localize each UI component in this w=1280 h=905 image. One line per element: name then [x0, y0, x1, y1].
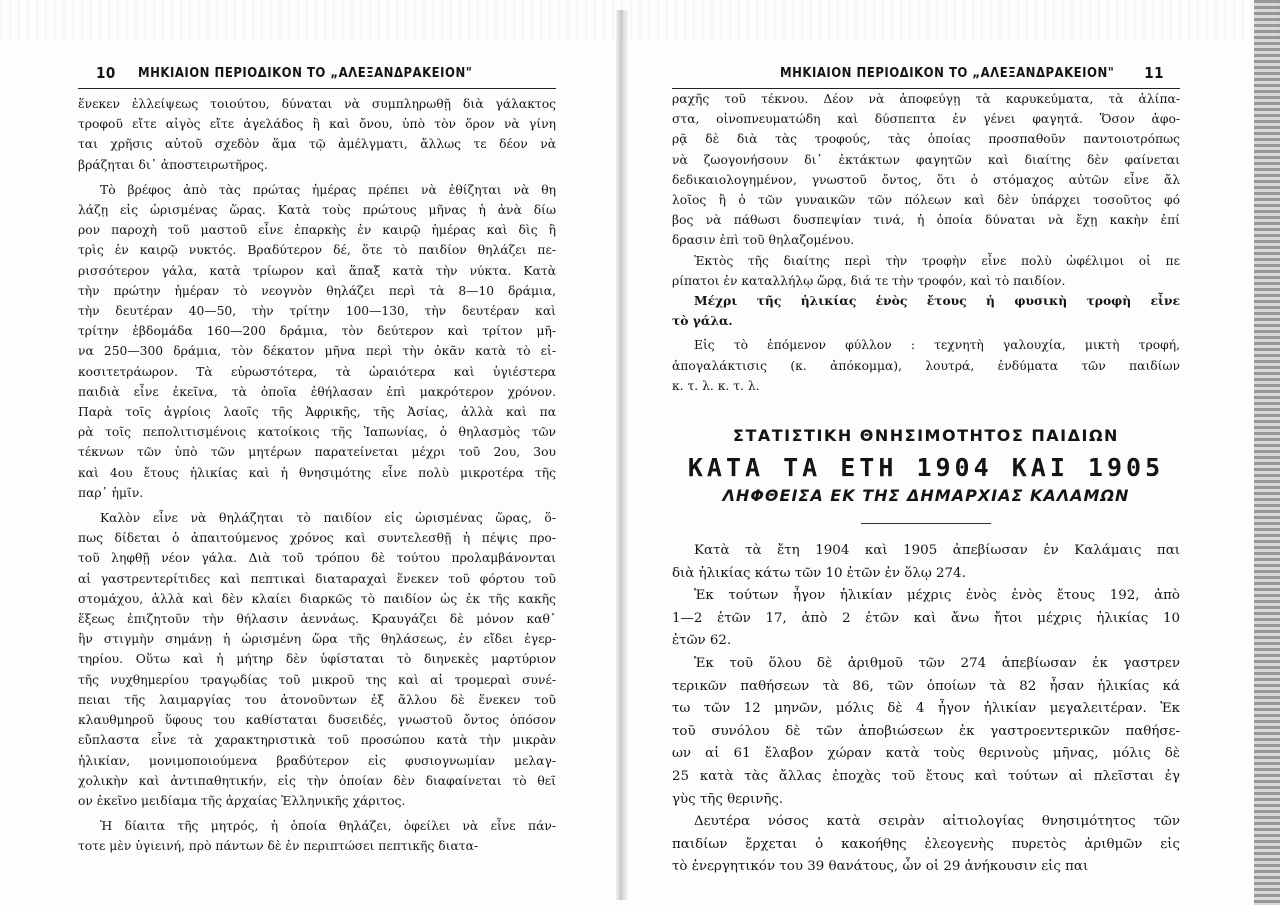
left-body [78, 94, 556, 857]
text-line: Εἰς τὸ ἑπόμενον φύλλον : τεχνητὴ γαλουχία, μικτὴ τροφή, [694, 338, 1180, 353]
book-gutter [616, 10, 628, 900]
right-page [672, 58, 1180, 879]
text-line: κ. τ. λ. κ. τ. λ. [672, 378, 760, 393]
text-line: Ἐκ τούτων ἦγον ἡλικίαν μέχρις ἑνὸς ἑνὸς ἔτους 192, ἀπὸ [694, 588, 1180, 604]
text-line: ρᾷ δὲ διὰ τὰς τροφούς, τὰς ὁποίας προσπαθοῦν παντοιοτρόπως [672, 132, 1180, 147]
text-line: 1—2 ἐτῶν 17, ἀπὸ 2 ἐτῶν καὶ ἄνω ἤτοι μέχρις ἡλικίας 10 [672, 610, 1180, 626]
text-line: τέκνων τῶν ὑπὸ τῶν μητέρων παρατείνεται μέχρι τοῦ 2ου, 3ου [78, 445, 556, 460]
statistics-heading [672, 426, 1180, 524]
text-line: Τὸ βρέφος ἀπὸ τὰς πρώτας ἡμέρας πρέπει νὰ ἐθίζηται νὰ θη [100, 182, 556, 197]
text-line: Ἡ δίαιτα τῆς μητρός, ἡ ὁποία θηλάζει, ὀφείλει νὰ εἶνε πάν- [100, 819, 556, 834]
text-line: τῆς νυχθημερίου τραγῳδίας τοῦ μικροῦ της καὶ αἱ τρομεραὶ συνέ- [78, 672, 556, 687]
text-line: γὺς τῆς θερινῆς. [672, 791, 784, 807]
text-line: δεδικαιολογημένον, γνωστοῦ ὄντος, ὅτι ὁ στόμαχος αὐτῶν εἶνε ἄλ [672, 172, 1180, 187]
text-line: τὸ ἐνεργητικόν του 39 θανάτους, ὧν οἱ 29 ἀνήκουσιν εἰς παι [672, 859, 1089, 875]
text-line: ρὰ τοῖς πεπολιτισμένοις κατοίκοις τῆς Ἰαπωνίας, ὁ θηλασμὸς τῶν [78, 425, 556, 440]
paragraph [78, 94, 556, 175]
text-line: λάζῃ εἰς ὡρισμένας ὥρας. Κατὰ τοὺς πρώτους μῆνας ἡ ἀνὰ δίω [78, 203, 556, 218]
text-line: τηρίου. Οὕτω καὶ ἡ μήτηρ δὲν ὑφίσταται τὸ διηνεκὲς μαρτύριον [78, 652, 556, 667]
heading-line-2: ΚΑΤΑ ΤΑ ΕΤΗ 1904 ΚΑΙ 1905 [687, 453, 1165, 483]
text-line: τὴν πρώτην ἡμέραν τὸ νεογνὸν θηλάζει περὶ τὰ 8—10 δράμια, [78, 283, 556, 298]
text-line: Κατὰ τὰ ἔτη 1904 καὶ 1905 ἀπεβίωσαν ἐν Καλάμαις παι [694, 543, 1180, 559]
text-line: τρίτην ἑβδομάδα 160—200 δράμια, τὸν δεύτερον καὶ τρίτον μῆ- [78, 324, 556, 339]
text-line: Δευτέρα νόσος κατὰ σειρὰν αἰτιολογίας θνησιμότητος τῶν [694, 814, 1180, 830]
text-line: ρισσότερον γάλα, κατὰ τρίωρον καὶ ἅπαξ κατὰ τὴν νύκτα. Κατὰ [78, 263, 556, 278]
text-line: ον ἐκεῖνο μειδίαμα τῆς ἀρχαίας Ἑλληνικῆς χάριτος. [78, 793, 406, 808]
paragraph [78, 508, 556, 811]
text-line: δρασιν ἐπὶ τοῦ θηλαζομένου. [672, 233, 855, 248]
paragraph [78, 816, 556, 856]
page-number: 11 [1144, 64, 1164, 82]
text-line: νὰ ζωογονήσουν δι᾽ ἐκτάκτων φαγητῶν καὶ διαίτης δὲν φαίνεται [672, 152, 1180, 167]
text-line: αἱ γαστρεντερίτιδες καὶ πεπτικαὶ διαταραχαὶ ἕνεκεν τοῦ φόρτου τοῦ [78, 571, 556, 586]
paragraph [672, 89, 1180, 251]
text-line: ἣν στιγμὴν σημάνῃ ἡ ὡρισμένη ὥρα τῆς θηλάσεως, ἐν εἴδει ἐγερ- [78, 632, 556, 647]
text-line: ρίπατοι ἐν καταλλήλῳ ὥρᾳ, διά τε τὴν τροφόν, καὶ τὸ παιδίον. [672, 273, 1066, 288]
text-line: Παρὰ τοῖς ἀγρίοις λαοῖς τῆς Ἀφρικῆς, τῆς Ἀσίας, ἀλλὰ καὶ πα [78, 405, 556, 420]
text-line: εὔπλαστα εἶνε τὰ χαρακτηριστικὰ τοῦ προσώπου κατὰ τὴν μικρὰν [78, 733, 556, 748]
text-line: τὴν δευτέραν 40—50, τὴν τρίτην 100—130, τὴν δευτέραν καὶ [78, 304, 556, 319]
text-line: παιδίων ἔρχεται ὁ κακοήθης ἐλεογενὴς πυρετὸς ἀριθμῶν εἰς [672, 836, 1180, 852]
text-line: ἕξεως ἐπιζητοῦν τὴν θήλασιν ἀεννάως. Κραυγάζει δὲ μόνον καθ᾽ [78, 612, 556, 627]
running-head [672, 58, 1180, 89]
text-line: χολικὴν καὶ ἀντιπαθητικήν, εἰς τὴν ὁποίαν δὲν διαφαίνεται τὸ θεῖ [78, 773, 556, 788]
next-issue-note [672, 335, 1180, 396]
text-line: ἡλικίαν, μονιμοποιούμενα βραδύτερον εἰς φυσιογνωμίαν μελαγ- [78, 753, 556, 768]
text-line: ων αἱ 61 ἔλαβον χώραν κατὰ τοὺς θερινοὺς μῆνας, μόλις δὲ [672, 746, 1180, 762]
text-line: πως δίδεται ὁ ἀπαιτούμενος χρόνος καὶ συντελεσθῇ ἡ πέψις προ- [78, 531, 556, 546]
text-line: κοσιτετράωρον. Τὰ εὐρωστότερα, τὰ ὡραιότερα καὶ ὑγιέστερα [78, 364, 556, 379]
text-line: τροφοῦ εἴτε αἰγὸς εἴτε ἀγελάδος ἢ καὶ ὄνου, ὑπὸ τὸν ὅρον νὰ γίνη [78, 117, 556, 132]
running-title: ΜΗΚΙΑΙΟΝ ΠΕΡΙΟΔΙΚΟΝ ΤΟ „ΑΛΕΞΑΝΔΡΑΚΕΙΟΝ" [780, 66, 1115, 81]
text-line: να 250—300 δράμια, τὸν δέκατον μῆνα περὶ τὴν ὀκᾶν κατὰ τὸ εἰ- [78, 344, 556, 359]
paragraph [78, 180, 556, 503]
text-line: στομάχου, ἀλλὰ καὶ δὲν κλαίει διαρκῶς τὸ παιδίον ὡς ἐκ τῆς κακῆς [78, 591, 556, 606]
text-line: Ἐκτὸς τῆς διαίτης περὶ τὴν τροφὴν εἶνε πολὺ ὠφέλιμοι οἱ πε [694, 253, 1180, 268]
heading-rule [861, 523, 991, 524]
text-line: τοῦ ληφθῇ νέον γάλα. Διὰ τοῦ τρόπου δὲ τούτου προλαμβάνονται [78, 551, 556, 566]
text-line: 25 κατὰ τὰς ἄλλας ἐποχὰς τοῦ ἔτους καὶ τούτων αἱ πλεῖσται ἐγ [672, 768, 1180, 784]
text-line: στα, οἰνοπνευματώδη καὶ δύσπεπτα ἐν γένει φαγητά. Ὅσον ἀφο- [672, 112, 1180, 127]
text-line: ραχῆς τοῦ τέκνου. Δέον νὰ ἀποφεύγῃ τὰ καρυκεύματα, τὰ ἀλίπα- [672, 92, 1180, 106]
running-title: ΜΗΚΙΑΙΟΝ ΠΕΡΙΟΔΙΚΟΝ ΤΟ „ΑΛΕΞΑΝΔΡΑΚΕΙΟΝ" [138, 66, 473, 81]
scan-noise [0, 0, 1280, 40]
text-line: τὸ γάλα. [672, 313, 733, 329]
paragraph [672, 251, 1180, 291]
heading-line-3: ΛΗΦΘΕΙΣΑ ΕΚ ΤΗΣ ΔΗΜΑΡΧΙΑΣ ΚΑΛΑΜΩΝ [722, 486, 1130, 506]
bold-statement [672, 291, 1180, 331]
text-line: ἕνεκεν ἐλλείψεως τοιούτου, δύναται νὰ συμπληρωθῇ διὰ γάλακτος [78, 97, 556, 111]
page-number: 10 [96, 64, 116, 82]
text-line: ρον παροχὴ τοῦ μαστοῦ εἶνε ἐπαρκὴς ἐν καιρῷ ἡμέρας καὶ δὶς ἢ [78, 223, 556, 238]
text-line: βράζηται δι᾽ ἀποστειρωτῆρος. [78, 157, 268, 172]
running-head [78, 58, 556, 89]
text-line: ἐτῶν 62. [672, 633, 732, 649]
statistics-body [672, 540, 1180, 879]
text-line: Καλὸν εἶνε νὰ θηλάζηται τὸ παιδίον εἰς ὡρισμένας ὥρας, ὅ- [100, 511, 556, 526]
paragraph [672, 585, 1180, 653]
heading-line-1: ΣΤΑΤΙΣΤΙΚΗ ΘΝΗΣΙΜΟΤΗΤΟΣ ΠΑΙΔΙΩΝ [733, 426, 1119, 446]
text-line: παρ᾽ ἡμῖν. [78, 485, 144, 500]
text-line: τοτε μὲν ὑγιεινή, πρὸ πάντων δὲ ἐν περιπτώσει πεπτικῆς διατα- [78, 839, 479, 854]
text-line: Μέχρι τῆς ἡλικίας ἑνὸς ἔτους ἡ φυσικὴ τροφὴ εἶνε [694, 293, 1180, 309]
paragraph [672, 653, 1180, 811]
text-line: τοῦ συνόλου δὲ τῶν ἀποβιώσεων ἐκ γαστροεντερικῶν παθήσε- [672, 723, 1180, 739]
text-line: καὶ 4ου ἔτους ἡλικίας καὶ ἡ θνησιμότης εἶνε πολὺ μικροτέρα τῆς [78, 465, 556, 480]
text-line: τερικῶν παθήσεων τὰ 86, τῶν ὁποίων τὰ 82 ἦσαν ἡλικίας κά [672, 678, 1180, 694]
text-line: Ἐκ τοῦ ὅλου δὲ ἀριθμοῦ τῶν 274 ἀπεβίωσαν ἐκ γαστρεν [694, 656, 1180, 672]
text-line: πειαι τῆς λαιμαργίας του ἀτονοῦντων ἐξ ἄλλου δὲ ἕνεκεν τοῦ [78, 692, 556, 707]
text-line: βος νὰ πάθωσι δυσπεψίαν τινά, ἡ ὁποία δύναται νὰ ἔχῃ κακὴν ἐπί [672, 213, 1180, 228]
left-page [78, 58, 556, 857]
text-line: παιδιὰ εἶνε ἐκεῖνα, τὰ ὁποῖα ἐθήλασαν ἐπὶ μακρότερον χρόνον. [78, 384, 556, 399]
paragraph [672, 540, 1180, 585]
text-line: ἀπογαλάκτισις (κ. ἀπόκομμα), λουτρά, ἐνδύματα τῶν παιδίων [672, 358, 1180, 373]
text-line: τω τῶν 12 μηνῶν, μόλις δὲ 4 ἦγον ἡλικίαν μεγαλειτέραν. Ἐκ [672, 701, 1180, 717]
text-line: τρὶς ἐν καιρῷ νυκτός. Βραδύτερον δέ, ὅτε τὸ παιδίον θηλάζει πε- [78, 243, 556, 258]
right-top-body [672, 89, 1180, 291]
text-line: ται χρῆσις αὐτοῦ σχεδὸν ἅμα τῷ ἀμέλγματι, ἄλλως τε δέον νὰ [78, 137, 556, 152]
paragraph [672, 811, 1180, 879]
text-line: διὰ ἡλικίας κάτω τῶν 10 ἐτῶν ἐν ὅλῳ 274. [672, 565, 966, 581]
page-edge [1254, 0, 1280, 905]
text-line: κλαυθμηροῦ ὕφους του καθίσταται δυσειδές, γνωστοῦ ὄντος ὁπόσον [78, 713, 556, 728]
text-line: λοῖος ἢ ὁ τῶν γυναικῶν τῶν πόλεων καὶ δὲν ὑπάρχει τοσοῦτος φό [672, 193, 1180, 208]
